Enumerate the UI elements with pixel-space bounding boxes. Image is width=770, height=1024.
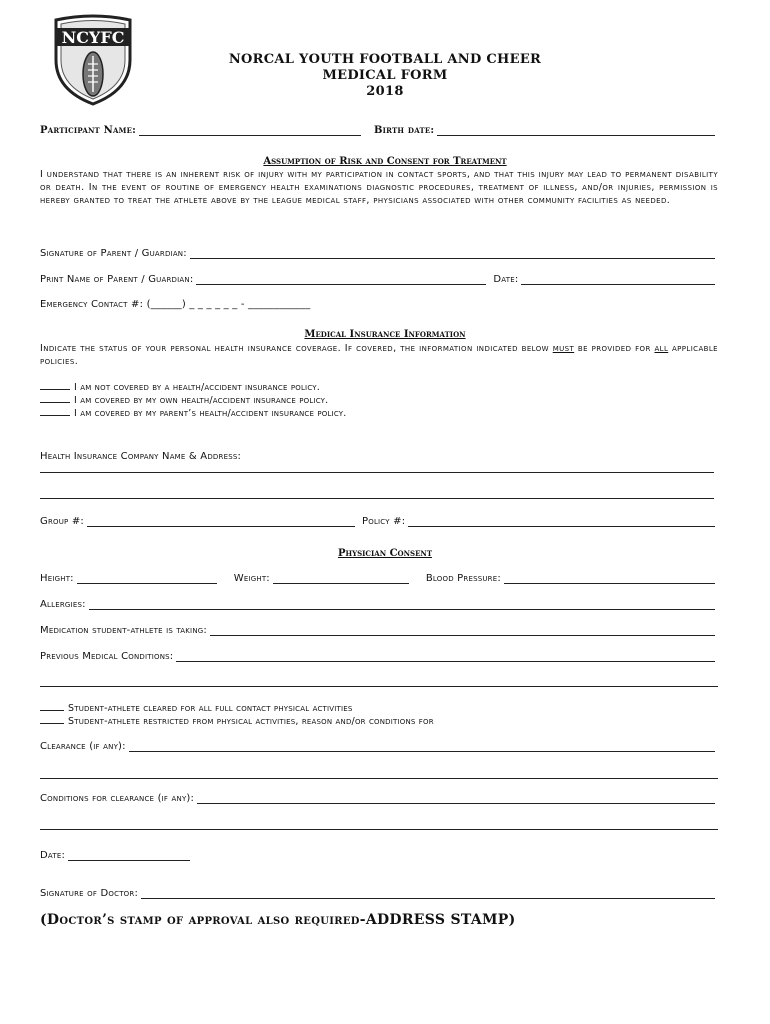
insurance-option-2-label: I am covered by my own health/accident insurance policy.: [74, 395, 329, 406]
height-field[interactable]: [77, 574, 217, 584]
clearance-row: [40, 741, 718, 752]
insurance-option-2: [40, 394, 718, 406]
insurance-option-1: [40, 381, 718, 393]
emergency-contact-field[interactable]: (______) _ _ _ _ _ _ - ____________: [146, 299, 311, 310]
title-line-3: 2018: [366, 84, 404, 99]
title-line-1: NORCAL YOUTH FOOTBALL AND CHEER: [228, 52, 542, 67]
insurance-option-1-check[interactable]: [40, 381, 70, 390]
vitals-row: [40, 573, 718, 584]
insurance-option-3: [40, 407, 718, 419]
previous-conditions-label: Previous Medical Conditions:: [40, 651, 174, 662]
doctor-signature-row: [40, 888, 718, 899]
title-line-2: MEDICAL FORM: [322, 68, 448, 83]
parent-signature-row: [40, 248, 718, 259]
logo-text: NCYFC: [61, 28, 125, 47]
doctor-stamp-note: (Doctor’s stamp of approval also required-ADDRESS STAMP): [40, 912, 516, 928]
cleared-option-2-check[interactable]: [40, 715, 64, 724]
conditions-clearance-line-2[interactable]: [40, 829, 718, 830]
participant-row: [40, 125, 718, 136]
participant-name-label: Participant Name:: [40, 125, 136, 136]
conditions-clearance-label: Conditions for clearance (if any):: [40, 793, 195, 804]
clearance-line-2[interactable]: [40, 778, 718, 779]
emergency-contact-label: Emergency Contact #:: [40, 299, 144, 310]
cleared-option-2: [40, 715, 718, 727]
insurance-company-line-2[interactable]: [40, 498, 714, 499]
participant-name-field[interactable]: [139, 126, 361, 136]
insurance-option-1-label: I am not covered by a health/accident insurance policy.: [74, 382, 320, 393]
physician-heading: Physician Consent: [337, 548, 433, 559]
parent-signature-label: Signature of Parent / Guardian:: [40, 248, 187, 259]
insurance-text-must: must: [552, 343, 575, 354]
weight-label: Weight:: [233, 573, 270, 584]
group-policy-row: [40, 516, 718, 527]
group-label: Group #:: [40, 516, 84, 527]
blood-pressure-field[interactable]: [504, 574, 715, 584]
insurance-text-all: all: [654, 343, 669, 354]
clearance-field[interactable]: [129, 742, 715, 752]
doctor-signature-label: Signature of Doctor:: [40, 888, 139, 899]
doctor-date-field[interactable]: [68, 851, 190, 861]
parent-print-row: [40, 274, 718, 285]
assumption-heading: Assumption of Risk and Consent for Treatment: [263, 156, 507, 167]
insurance-option-3-label: I am covered by my parent’s health/accident insurance policy.: [74, 408, 347, 419]
assumption-text: I understand that there is an inherent risk of injury with my participation in contact sports, and that this injury may lead to permanent disability or death. In the event of routine of emergency health examinations diagnostic procedures, treatment of illness, and/or injuries, permission is hereby granted to treat the athlete above by the league medical staff, physicians associated with other community facilities as needed.: [40, 169, 718, 207]
allergies-field[interactable]: [89, 600, 715, 610]
previous-conditions-field[interactable]: [176, 652, 715, 662]
allergies-label: Allergies:: [40, 599, 86, 610]
policy-field[interactable]: [408, 517, 715, 527]
parent-print-name-field[interactable]: [196, 275, 486, 285]
emergency-contact-row: [40, 299, 718, 310]
cleared-option-1: [40, 702, 718, 714]
parent-date-field[interactable]: [521, 275, 715, 285]
insurance-text: [40, 342, 718, 368]
group-field[interactable]: [87, 517, 355, 527]
blood-pressure-label: Blood Pressure:: [425, 573, 501, 584]
cleared-option-1-label: Student-athlete cleared for all full contact physical activities: [68, 703, 353, 714]
allergies-row: [40, 599, 718, 610]
insurance-company-line-1[interactable]: [40, 472, 714, 473]
birth-date-label: Birth date:: [374, 125, 435, 136]
medication-label: Medication student-athlete is taking:: [40, 625, 207, 636]
medication-field[interactable]: [210, 626, 715, 636]
previous-conditions-line-2[interactable]: [40, 686, 718, 687]
previous-conditions-row: [40, 651, 718, 662]
insurance-option-2-check[interactable]: [40, 394, 70, 403]
cleared-option-1-check[interactable]: [40, 702, 64, 711]
insurance-text-c: applicable policies.: [40, 343, 718, 368]
parent-signature-field[interactable]: [190, 249, 715, 259]
insurance-heading: Medical Insurance Information: [304, 329, 466, 340]
form-title: [0, 52, 770, 100]
doctor-date-label: Date:: [40, 850, 66, 861]
weight-field[interactable]: [273, 574, 409, 584]
parent-date-label: Date:: [493, 274, 519, 285]
policy-label: Policy #:: [362, 516, 406, 527]
insurance-option-3-check[interactable]: [40, 407, 70, 416]
clearance-label: Clearance (if any):: [40, 741, 126, 752]
insurance-text-b: be provided for: [574, 343, 655, 354]
conditions-clearance-field[interactable]: [197, 794, 715, 804]
insurance-text-a: Indicate the status of your personal health insurance coverage. If covered, the information indicated below: [40, 343, 553, 354]
height-label: Height:: [40, 573, 74, 584]
insurance-company-label: Health Insurance Company Name & Address:: [40, 451, 242, 462]
conditions-clearance-row: [40, 793, 718, 804]
doctor-date-row: [40, 850, 718, 861]
birth-date-field[interactable]: [437, 126, 715, 136]
medication-row: [40, 625, 718, 636]
doctor-signature-field[interactable]: [141, 889, 715, 899]
parent-print-name-label: Print Name of Parent / Guardian:: [40, 274, 194, 285]
cleared-option-2-label: Student-athlete restricted from physical activities, reason and/or conditions for: [68, 716, 434, 727]
